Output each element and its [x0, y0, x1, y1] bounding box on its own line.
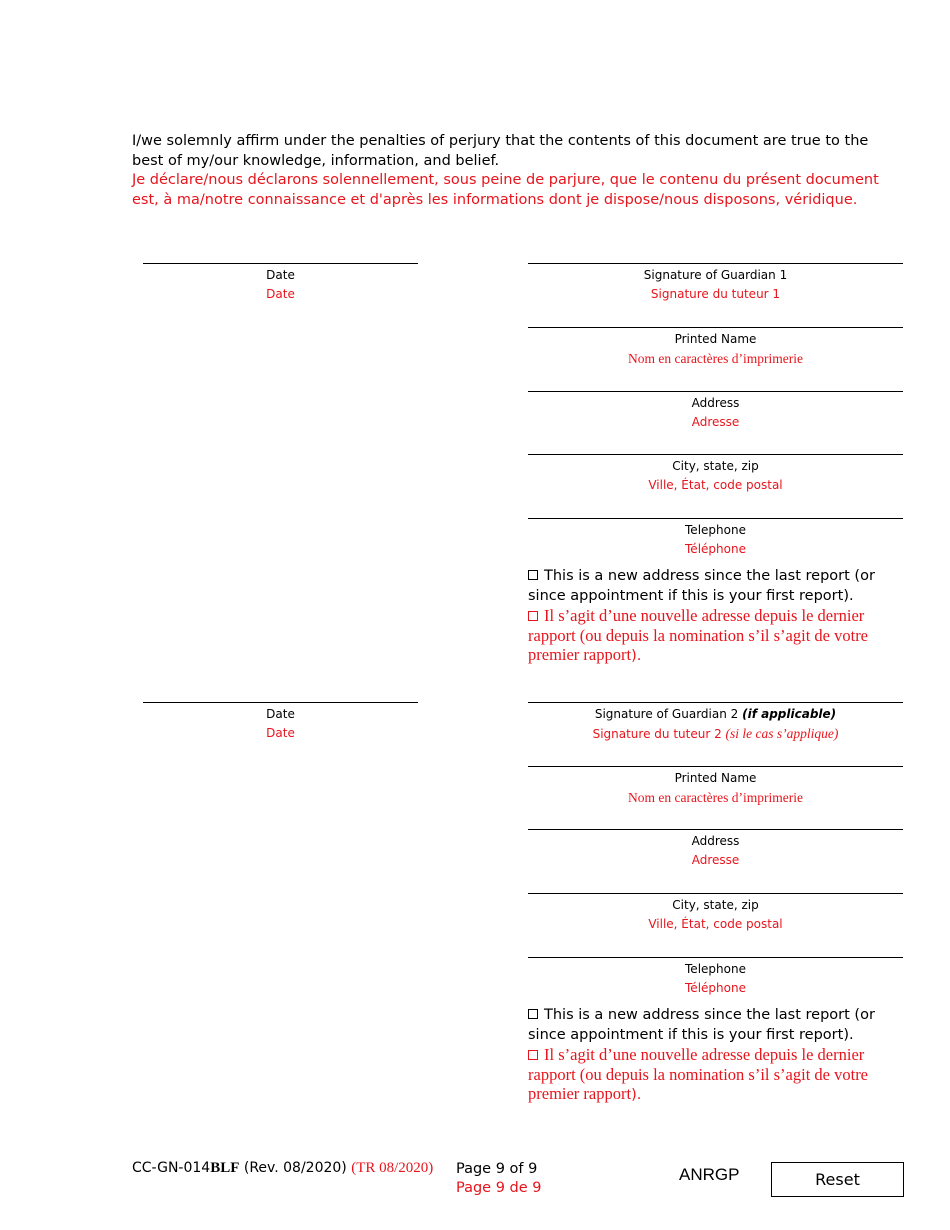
telephone-line-1[interactable]	[528, 518, 903, 519]
telephone-line-2[interactable]	[528, 957, 903, 958]
city-label-fr: Ville, État, code postal	[648, 917, 783, 931]
page-number	[456, 1160, 542, 1198]
signature-label-en: Signature of Guardian 1	[643, 268, 788, 282]
new-address-text-fr-tail: ).	[631, 1087, 642, 1103]
form-revision: (Rev. 08/2020)	[239, 1160, 352, 1176]
checkbox-icon[interactable]	[528, 570, 538, 580]
signature-line-guardian-2[interactable]	[528, 702, 903, 703]
form-code-prefix: CC-GN-014	[132, 1160, 211, 1176]
new-address-checkbox-block-2	[528, 1006, 908, 1106]
new-address-option-fr-2	[528, 1045, 908, 1106]
affirmation-fr: Je déclare/nous déclarons solennellement, sous peine de parjure, que le contenu du présent document est, à ma/notre connaissance et d'après les informations dont je dispose/nous disposons, véridique.	[132, 172, 879, 208]
telephone-label-en: Telephone	[685, 523, 746, 537]
new-address-text-en: This is a new address since the last report (or since appointment if this is your first report).	[528, 568, 875, 604]
printed-name-label-fr: Nom en caractères d’imprimerie	[627, 351, 804, 366]
date-label-fr: Date	[266, 287, 295, 301]
checkbox-icon[interactable]	[528, 1050, 538, 1060]
city-state-zip-line-2[interactable]	[528, 893, 903, 894]
telephone-label-fr: Téléphone	[685, 981, 746, 995]
printed-name-label-en: Printed Name	[674, 332, 757, 346]
affirmation-en: I/we solemnly affirm under the penalties of perjury that the contents of this document are true to the best of my/our knowledge, information, and belief.	[132, 133, 869, 169]
telephone-label-fr: Téléphone	[685, 542, 746, 556]
checkbox-icon[interactable]	[528, 611, 538, 621]
date-label-1	[143, 266, 418, 304]
city-label-en: City, state, zip	[672, 459, 759, 473]
address-label-2	[528, 832, 903, 870]
signature-label-fr	[528, 724, 903, 744]
checkbox-icon[interactable]	[528, 1009, 538, 1019]
address-line-2[interactable]	[528, 829, 903, 830]
reset-button[interactable]: Reset	[771, 1162, 904, 1197]
page-number-en: Page 9 of 9	[456, 1161, 538, 1177]
new-address-text-en: This is a new address since the last report (or since appointment if this is your first report).	[528, 1007, 875, 1043]
signature-label-fr: Signature du tuteur 1	[650, 287, 781, 301]
city-label-fr: Ville, État, code postal	[648, 478, 783, 492]
new-address-option-en-2	[528, 1006, 908, 1045]
city-state-zip-label-1	[528, 457, 903, 495]
form-code-suffix: BLF	[210, 1160, 240, 1176]
address-label-1	[528, 394, 903, 432]
signature-label-fr-text: Signature du tuteur 2	[592, 727, 722, 741]
signature-line-guardian-1[interactable]	[528, 263, 903, 264]
form-translation-revision: (TR 08/2020)	[351, 1160, 434, 1176]
signature-label-guardian-2	[528, 705, 903, 744]
printed-name-label-en: Printed Name	[674, 771, 757, 785]
address-label-fr: Adresse	[691, 853, 740, 867]
date-label-2	[143, 705, 418, 743]
telephone-label-en: Telephone	[685, 962, 746, 976]
city-label-en: City, state, zip	[672, 898, 759, 912]
telephone-label-2	[528, 960, 903, 998]
date-label-en: Date	[266, 707, 295, 721]
new-address-option-fr-1	[528, 606, 908, 667]
address-label-fr: Adresse	[691, 415, 740, 429]
signature-label-guardian-1	[528, 266, 903, 304]
new-address-text-fr-tail: ).	[631, 648, 642, 664]
city-state-zip-line-1[interactable]	[528, 454, 903, 455]
signature-label-fr-note: (si le cas s’applique)	[725, 726, 839, 741]
new-address-text-fr: Il s’agit d’une nouvelle adresse depuis le dernier rapport (ou depuis la nomination s’il s’agit de votre premier rapport	[528, 606, 869, 664]
affirmation-block	[132, 132, 892, 210]
signature-label-en	[528, 705, 903, 724]
address-label-en: Address	[691, 834, 740, 848]
printed-name-label-1	[528, 330, 903, 368]
agency-code: ANRGP	[679, 1165, 740, 1184]
date-label-fr: Date	[266, 726, 295, 740]
signature-label-en-note: (if applicable)	[742, 707, 837, 721]
date-line-1[interactable]	[143, 263, 418, 264]
date-line-2[interactable]	[143, 702, 418, 703]
date-label-en: Date	[266, 268, 295, 282]
new-address-checkbox-block-1	[528, 567, 908, 667]
address-label-en: Address	[691, 396, 740, 410]
signature-label-en-text: Signature of Guardian 2	[594, 707, 739, 721]
city-state-zip-label-2	[528, 896, 903, 934]
telephone-label-1	[528, 521, 903, 559]
new-address-option-en-1	[528, 567, 908, 606]
form-code	[132, 1160, 433, 1177]
printed-name-line-1[interactable]	[528, 327, 903, 328]
printed-name-label-2	[528, 769, 903, 807]
new-address-text-fr: Il s’agit d’une nouvelle adresse depuis le dernier rapport (ou depuis la nomination s’il s’agit de votre premier rapport	[528, 1045, 869, 1103]
printed-name-label-fr: Nom en caractères d’imprimerie	[627, 790, 804, 805]
page-number-fr: Page 9 de 9	[456, 1180, 542, 1196]
printed-name-line-2[interactable]	[528, 766, 903, 767]
address-line-1[interactable]	[528, 391, 903, 392]
